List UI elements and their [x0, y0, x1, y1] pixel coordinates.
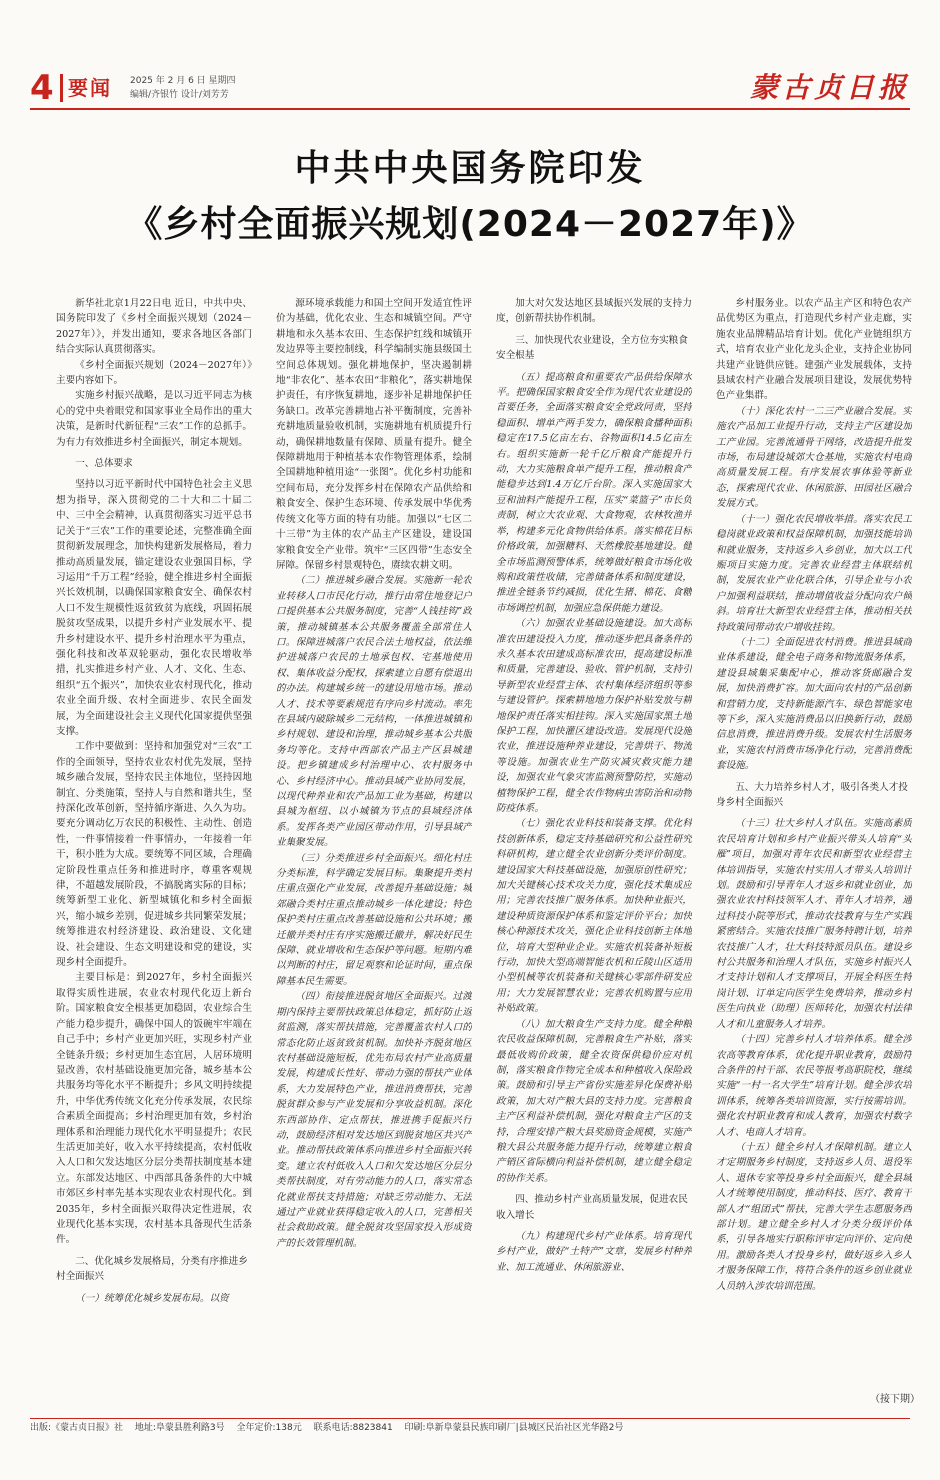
article-paragraph: （十二）全面促进农村消费。推进县域商业体系建设，健全电子商务和物流服务体系，建设县域集采集配中心，推动客货邮融合发展，加快消费扩容。加大面向农村的产品创新和营销力度，支持新能源汽车、绿色智能家电等下乡，深入实施消费品以旧换新行动，鼓励信息消费，推进消费升级。发展农村生活服务业，实施农村消费市场净化行动，完善消费配套设施。 — [716, 636, 912, 772]
issue-date: 2025 年 2 月 6 日 星期四 — [130, 76, 236, 86]
article-paragraph: 实施乡村振兴战略，是以习近平同志为核心的党中央着眼党和国家事业全局作出的重大决策，是新时代新征程“三农”工作的总抓手。为有力有效推进乡村全面振兴，制定本规划。 — [56, 390, 252, 448]
article-paragraph: （十三）壮大乡村人才队伍。实施高素质农民培育计划和乡村产业振兴带头人培育“头雁”项目，加强对青年农民和新型农业经营主体培训指导，实施农村实用人才带头人培训计划。鼓励和引导青年人才返乡和就业创业，加强农业农村科技领军人才、青年人才培养，通过科技小院等形式，推动农技教育与生产实践紧密结合。实施农技推广服务特聘计划，培养农技推广人才，壮大科技特派员队伍。建设乡村公共服务和治理人才队伍，实施乡村振兴人才支持计划和人才支撑项目，开展全科医生特岗计划、订单定向医学生免费培养，推动乡村医生向执业（助理）医师转化，加强农村法律人才和儿童服务人才培养。 — [716, 818, 912, 1030]
article-paragraph: 主要目标是：到2027年，乡村全面振兴取得实质性进展，农业农村现代化迈上新台阶。国家粮食安全根基更加稳固，农业综合生产能力稳步提升，确保中国人的饭碗牢牢端在自己手中；乡村产业更加兴旺，实现乡村产业全链条升级；乡村更加生态宜居，人居环境明显改善，农村基础设施更加完备，城乡基本公共服务均等化水平不断提升；乡风文明持续提升，中华优秀传统文化充分传承发展，农民综合素质全面提高；乡村治理更加有效，乡村治理体系和治理能力现代化水平明显提升；农民生活更加美好，收入水平持续提高，农村低收入人口和欠发达地区分层分类帮扶制度基本建立。东部发达地区、中西部具备条件的大中城市郊区乡村率先基本实现农业农村现代化。到2035年，乡村全面振兴取得决定性进展，农业现代化基本实现，农村基本具备现代生活条件。 — [56, 972, 252, 1246]
section-name: 要闻 — [68, 76, 112, 100]
article-column-2 — [276, 296, 472, 1408]
article-paragraph: 坚持以习近平新时代中国特色社会主义思想为指导，深入贯彻党的二十大和二十届二中、三中全会精神，认真贯彻落实习近平总书记关于“三农”工作的重要论述，完整准确全面贯彻新发展理念，加快构建新发展格局，着力推动高质量发展，锚定建设农业强国目标，学习运用“千万工程”经验，健全推进乡村全面振兴长效机制，以确保国家粮食安全、确保农村人口不发生规模性返贫致贫为底线，巩固拓展脱贫攻坚成果，以提升乡村产业发展水平、提升乡村建设水平、提升乡村治理水平为重点，强化科技和改革双轮驱动，强化农民增收举措，扎实推进乡村产业、人才、文化、生态、组织“五个振兴”，加快农业农村现代化，推动农业全面升级、农村全面进步、农民全面发展，为全面建设社会主义现代化国家提供坚强支撑。 — [56, 479, 252, 737]
article-paragraph: 源环境承载能力和国土空间开发适宜性评价为基础，优化农业、生态和城镇空间。严守耕地和永久基本农田、生态保护红线和城镇开发边界等主要控制线，科学编制实施县级国土空间总体规划。强化耕地保护，坚决遏制耕地“非农化”、基本农田“非粮化”，落实耕地保护责任，有序恢复耕地，逐步补足耕地保护任务缺口。改革完善耕地占补平衡制度，完善补充耕地质量验收机制，实施耕地有机质提升行动，确保耕地数量有保障、质量有提升。健全保障耕地用于种植基本农作物管理体系，绘制全国耕地种植用途“一张图”。优化乡村功能和空间布局，充分发挥乡村在保障农产品供给和粮食安全、保护生态环境、传承发展中华优秀传统文化等方面的特有功能。加强以“七区二十三带”为主体的农产品主产区建设，建设国家粮食安全产业带。筑牢“三区四带”生态安全屏障。保留乡村景观特色，赓续农耕文明。 — [276, 298, 472, 571]
article-paragraph: （六）加强农业基础设施建设。加大高标准农田建设投入力度，推动逐步把具备条件的永久基本农田建成高标准农田，提高建设标准和质量，完善建设、验收、管护机制，支持引导新型农业经营主体、农村集体经济组织等参与建设管护。探索耕地地力保护补贴发放与耕地保护责任落实相挂钩。深入实施国家黑土地保护工程，加快灌区建设改造。发展现代设施农业，推进设施种养业建设，完善烘干、物流等设施。加强农业生产防灾减灾救灾能力建设，加强农业气象灾害监测预警防控，实施动植物保护工程，健全农作物病虫害防治和动物防疫体系。 — [496, 618, 692, 814]
article-paragraph: 《乡村全面振兴规划（2024－2027年）》主要内容如下。 — [56, 359, 252, 387]
article-paragraph: （八）加大粮食生产支持力度。健全种粮农民收益保障机制，完善粮食生产补贴，落实最低收购价政策，健全农资保供稳价应对机制，落实粮食作物完全成本和种植收入保险政策。鼓励和引导主产省份实施差异化保费补贴政策，加大对产粮大县的支持力度。完善粮食主产区利益补偿机制，强化对粮食主产区的支持，合理安排产粮大县奖励资金规模，实施产粮大县公共服务能力提升行动，统筹建立粮食产销区省际横向利益补偿机制，建立健全稳定的协作关系。 — [496, 1018, 692, 1184]
article-paragraph: （五）提高粮食和重要农产品供给保障水平。把确保国家粮食安全作为现代农业建设的首要任务，全面落实粮食安全党政同责，坚持稳面积、增单产两手发力，确保粮食播种面积稳定在17.5亿亩左右、谷物面积14.5亿亩左右。组织实施新一轮千亿斤粮食产能提升行动，大力实施粮食单产提升工程，推动粮食产能稳步达到1.4万亿斤台阶。深入实施国家大豆和油料产能提升工程，压实“菜篮子”市长负责制，树立大农业观、大食物观，农林牧渔并举，构建多元化食物供给体系。落实棉花目标价格政策，加强糖料、天然橡胶基地建设。健全市场监测预警体系，统筹做好粮食市场化收购和政策性收储，完善储备体系和制度建设，推进全链条节约减损，优化生猪、棉花、食糖市场调控机制，加强应急保供能力建设。 — [496, 371, 692, 614]
headline-line-1: 中共中央国务院印发 — [294, 148, 646, 189]
section-heading: 三、加快现代农业建设，全方位夯实粮食安全根基 — [496, 334, 688, 362]
article-body — [56, 296, 914, 1408]
masthead-divider — [60, 74, 63, 102]
article-paragraph: 乡村服务业。以农产品主产区和特色农产品优势区为重点，打造现代乡村产业走廊，实施农业品牌精品培育计划。优化产业链组织方式，培育农业产业化龙头企业，支持企业协同共建产业链供应链。建强产业发展载体，支持县域农村产业融合发展项目建设，发展优势特色产业集群。 — [716, 298, 912, 402]
article-paragraph: （十五）健全乡村人才保障机制。建立人才定期服务乡村制度，支持返乡人员、退役军人、退休专家等投身乡村全面振兴，健全县域人才统筹使用制度，推动科技、医疗、教育干部人才“组团式”帮扶，完善大学生志愿服务西部计划。建立健全乡村人才分类分级评价体系，引导各地实行职称评审定向评价、定向使用。激励各类人才投身乡村，做好返乡入乡人才服务保障工作，将符合条件的返乡创业就业人员纳入涉农培训范围。 — [716, 1141, 912, 1292]
section-heading: 一、总体要求 — [75, 458, 133, 470]
article-paragraph: 加大对欠发达地区县域振兴发展的支持力度，创新帮扶协作机制。 — [496, 298, 692, 325]
article-column-4 — [716, 296, 912, 1408]
page-number: 4 — [30, 68, 54, 108]
page-footer: 出版:《蒙古贞日报》社 地址:阜蒙县胜利路3号 全年定价:138元 联系电话:8823841 印刷:阜新阜蒙县民族印刷厂|县城区民治社区光华路2号 — [30, 1418, 910, 1437]
section-heading: 四、推动乡村产业高质量发展，促进农民收入增长 — [496, 1194, 688, 1221]
newspaper-logo: 蒙古贞日报 — [749, 71, 910, 104]
editor-credits: 编辑/齐银竹 设计/刘芳芳 — [130, 90, 229, 100]
article-paragraph: （九）构建现代乡村产业体系。培育现代乡村产业，做好“土特产”文章，发展乡村种养业、加工流通业、休闲旅游业、 — [496, 1230, 692, 1273]
article-column-3 — [496, 296, 692, 1408]
article-paragraph: （十四）完善乡村人才培养体系。健全涉农高等教育体系，优化提升职业教育，鼓励符合条件的村干部、农民等报考高职院校，继续实施“一村一名大学生”培育计划。健全涉农培训体系，统筹各类培训资源，实行按需培训。强化农村职业教育和成人教育，加强农村数字人才、电商人才培育。 — [716, 1034, 912, 1138]
article-paragraph: （十）深化农村一二三产业融合发展。实施农产品加工业提升行动，支持主产区建设加工产业园。完善流通骨干网络，改造提升批发市场，布局建设城郊大仓基地，实施农村电商高质量发展工程。有序发展农事体验等新业态，探索现代农业、休闲旅游、田园社区融合发展方式。 — [716, 405, 912, 510]
masthead — [30, 68, 910, 110]
continued-note: （接下期） — [870, 1394, 920, 1405]
article-paragraph: （二）推进城乡融合发展。实施新一轮农业转移人口市民化行动，推行由常住地登记户口提供基本公共服务制度，完善“人钱挂钩”政策，推动城镇基本公共服务覆盖全部常住人口。保障进城落户农民合法土地权益，依法维护进城落户农民的土地承包权、宅基地使用权、集体收益分配权，探索建立自愿有偿退出的办法。构建城乡统一的建设用地市场。推动人才、技术等要素规范有序向乡村流动。率先在县域内破除城乡二元结构，一体推进城镇和乡村规划、建设和治理，推动城乡基本公共服务均等化。支持中西部农产品主产区县城建设。把乡镇建成乡村治理中心、农村服务中心、乡村经济中心。推动县域产业协同发展，以现代种养业和农产品加工业为基础，构建以县城为枢纽、以小城镇为节点的县域经济体系。发挥各类产业园区带动作用，引导县域产业集聚发展。 — [276, 575, 472, 849]
article-paragraph: （一）统筹优化城乡发展布局。以资 — [75, 1292, 229, 1304]
article-paragraph: （七）强化农业科技和装备支撑。优化科技创新体系，稳定支持基础研究和公益性研究科研机构，建立健全农业创新分类评价制度。建设国家大科技基础设施，加强原创性研究；加大关键核心技术攻关力度，强化技术集成应用；完善农技推广服务体系。加快种业振兴，建设种质资源保护体系和鉴定评价平台；加快核心种源技术攻关，强化企业科技创新主体地位，培育大型种业企业。实施农机装备补短板行动，加快大型高端智能农机和丘陵山区适用小型机械等农机装备和关键核心零部件研发应用；大力发展智慧农业；完善农机购置与应用补贴政策。 — [496, 818, 692, 1015]
article-paragraph: 新华社北京1月22日电 近日，中共中央、国务院印发了《乡村全面振兴规划（2024－2027年）》，并发出通知，要求各地区各部门结合实际认真贯彻落实。 — [56, 298, 252, 356]
article-paragraph: （四）衔接推进脱贫地区全面振兴。过渡期内保持主要帮扶政策总体稳定，抓好防止返贫监测，落实帮扶措施，完善覆盖农村人口的常态化防止返贫致贫机制。加快补齐脱贫地区农村基础设施短板，优先布局农村产业高质量发展，构建成长性好、带动力强的帮扶产业体系，大力发展特色产业，推进消费帮扶，完善脱贫群众参与产业发展和分享收益机制。深化东西部协作、定点帮扶，推进携手促振兴行动，鼓励经济相对发达地区到脱贫地区共兴产业。推动帮扶政策体系向推进乡村全面振兴转变。建立农村低收入人口和欠发达地区分层分类帮扶制度，对有劳动能力的人口，落实常态化就业帮扶支持措施；对缺乏劳动能力、无法通过产业就业获得稳定收入的人口，完善相关社会救助政策。健全脱贫攻坚国家投入形成资产的长效管理机制。 — [276, 991, 472, 1249]
headline-line-2: 《乡村全面振兴规划(2024－2027年)》 — [126, 204, 814, 245]
article-paragraph: （三）分类推进乡村全面振兴。细化村庄分类标准，科学确定发展目标。集聚提升类村庄重点强化产业发展，改善提升基础设施；城郊融合类村庄重点推动城乡一体化建设；特色保护类村庄重点改善基础设施和公共环境；搬迁撤并类村庄有序实施搬迁撤并，解决好民生保障、就业增收和生态保护等问题。短期内难以判断的村庄，留足观察和论证时间，重点保障基本民生需要。 — [276, 852, 472, 987]
section-heading: 二、优化城乡发展格局，分类有序推进乡村全面振兴 — [56, 1255, 248, 1283]
article-paragraph: （十一）强化农民增收举措。落实农民工稳岗就业政策和权益保障机制，加强技能培训和就业服务，支持返乡入乡创业，加大以工代赈项目实施力度。完善农业经营主体联结机制，发展农业产业化联合体，引导企业与小农户加强利益联结，推动增值收益分配向农户倾斜。培育壮大新型农业经营主体，推动相关扶持政策同带动农户增收挂钩。 — [716, 513, 912, 633]
article-column-1 — [56, 296, 252, 1408]
article-paragraph: 工作中要做到：坚持和加强党对“三农”工作的全面领导，坚持农业农村优先发展，坚持城乡融合发展，坚持农民主体地位，坚持因地制宜、分类施策，坚持人与自然和谐共生，坚持深化改革创新，坚持循序渐进、久久为功。要充分调动亿万农民的积极性、主动性、创造性，一件事情接着一件事情办，一年接着一年干，积小胜为大成。要统筹不同区域，合理确定阶段性重点任务和推进时序，尊重客观规律，不超越发展阶段，不搞脱离实际的目标；统筹新型工业化、新型城镇化和乡村全面振兴，缩小城乡差别，促进城乡共同繁荣发展；统筹推进农村经济建设、政治建设、文化建设、社会建设、生态文明建设和党的建设，实现乡村全面提升。 — [56, 741, 252, 969]
section-heading: 五、大力培养乡村人才，吸引各类人才投身乡村全面振兴 — [716, 781, 908, 808]
